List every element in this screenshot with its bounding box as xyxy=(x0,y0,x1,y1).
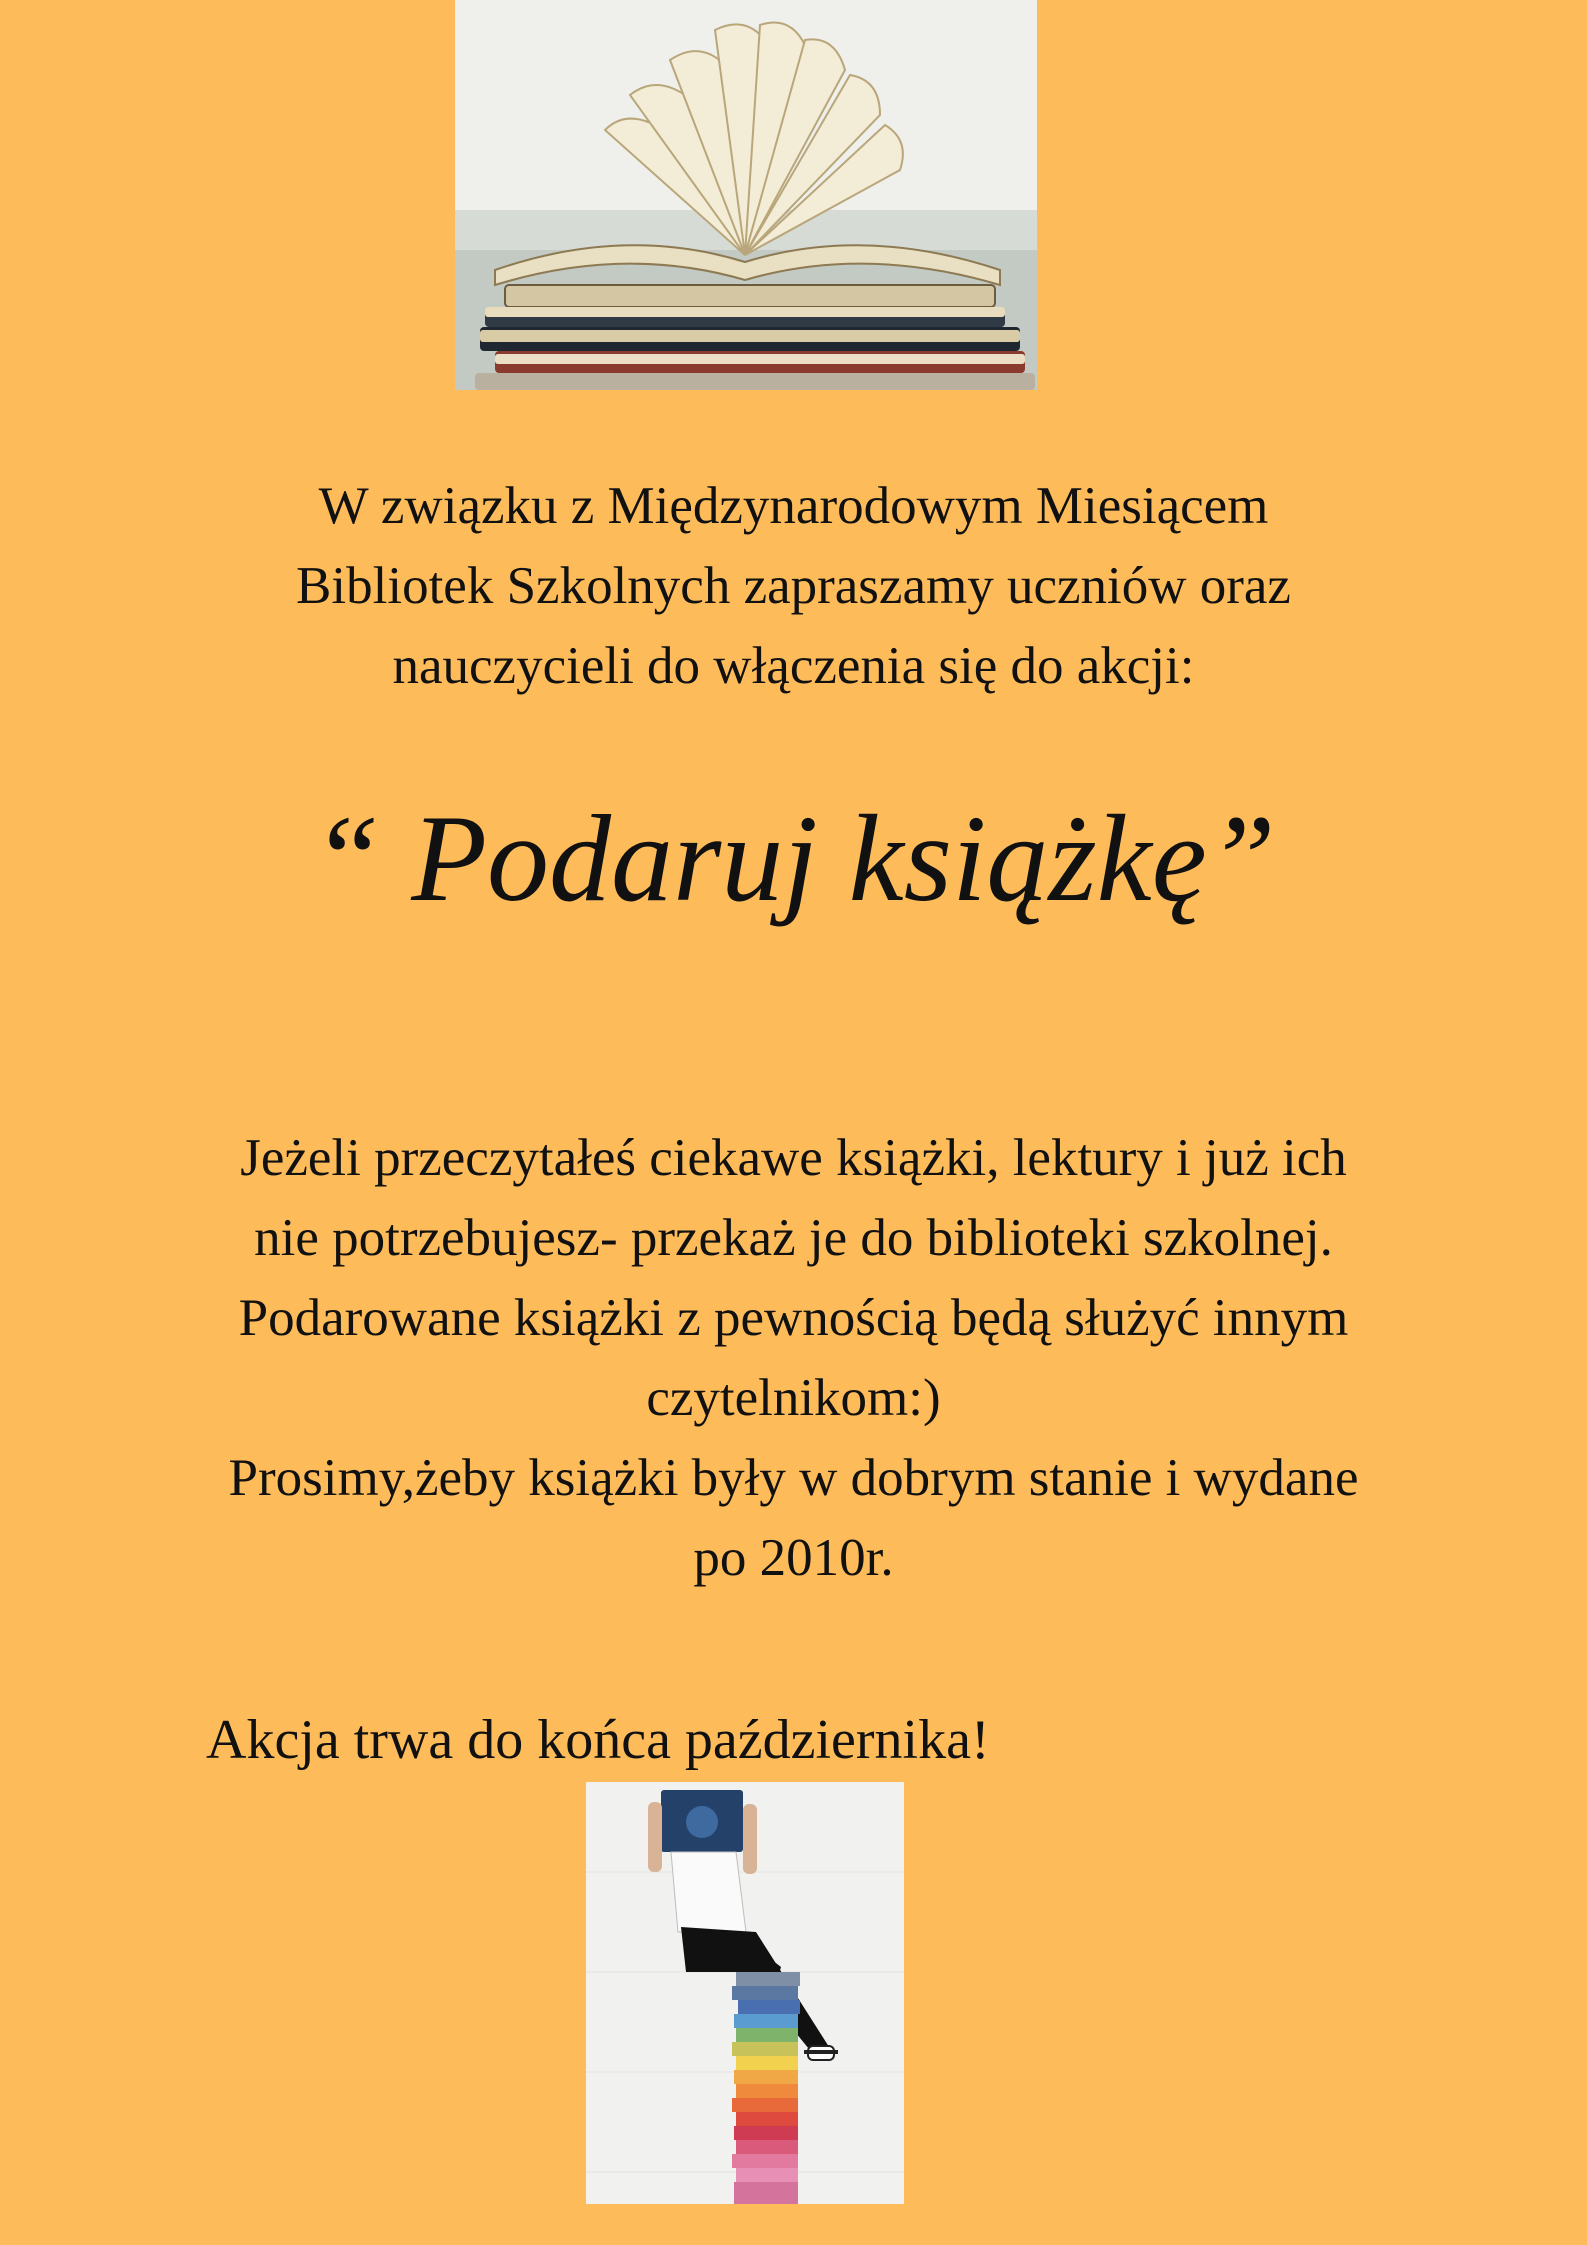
intro-paragraph xyxy=(40,466,1547,706)
body-line: Podarowane książki z pewnością będą służyć innym xyxy=(238,1289,1349,1347)
reading-child-illustration xyxy=(586,1782,904,2204)
campaign-title: “ Podaruj książkę” xyxy=(311,790,1276,927)
body-paragraph xyxy=(20,1118,1567,1598)
reading-child-photo xyxy=(586,1782,904,2204)
intro-line: nauczycieli do włączenia się do akcji: xyxy=(392,637,1195,695)
intro-line: Bibliotek Szkolnych zapraszamy uczniów oraz xyxy=(296,557,1291,615)
body-line: Prosimy,żeby książki były w dobrym stanie i wydane xyxy=(228,1449,1359,1507)
deadline-note: Akcja trwa do końca października! xyxy=(206,1709,990,1771)
body-line: nie potrzebujesz- przekaż je do biblioteki szkolnej. xyxy=(254,1209,1333,1267)
body-line: Jeżeli przeczytałeś ciekawe książki, lektury i już ich xyxy=(240,1129,1347,1187)
open-books-illustration xyxy=(455,0,1037,390)
open-books-photo xyxy=(455,0,1037,390)
intro-line: W związku z Międzynarodowym Miesiącem xyxy=(318,477,1269,535)
body-line: po 2010r. xyxy=(693,1529,894,1587)
body-line: czytelnikom:) xyxy=(646,1369,941,1427)
